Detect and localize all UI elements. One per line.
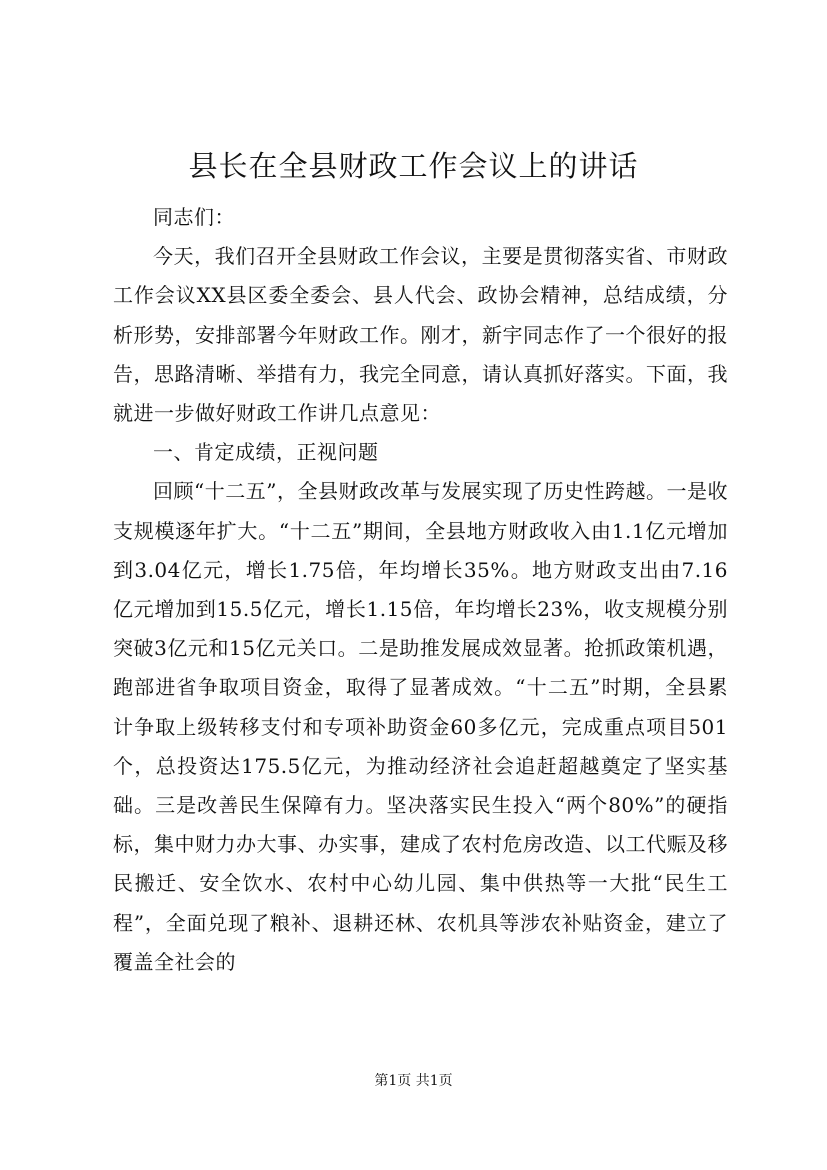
section-heading: 一、肯定成绩，正视问题 (153, 440, 379, 465)
intro-paragraph: 今天，我们召开全县财政工作会议，主要是贯彻落实省、市财政工作会议XX县区委全委会、县人代会、政协会精神，总结成绩，分析形势，安排部署今年财政工作。刚才，新宇同志作了一个很好的报告，思路清晰、举措有力，我完全同意，请认真抓好落实。下面，我就进一步做好财政工作讲几点意见： (113, 244, 728, 426)
document-body (113, 198, 728, 982)
greeting-paragraph: 同志们： (153, 205, 235, 229)
page-number-footer: 第1页 共1页 (374, 1073, 453, 1089)
document-title: 县长在全县财政工作会议上的讲话 (188, 149, 639, 183)
review-paragraph: 回顾“十二五”，全县财政改革与发展实现了历史性跨越。一是收支规模逐年扩大。“十二五”期间，全县地方财政收入由1.1亿元增加到3.04亿元，增长1.75倍，年均增长35%。地方财政支出由7.16亿元增加到15.5亿元，增长1.15倍，年均增长23%，收支规模分别突破3亿元和15亿元关口。二是助推发展成效显著。抢抓政策机遇，跑部进省争取项目资金，取得了显著成效。“十二五”时期，全县累计争取上级转移支付和专项补助资金60多亿元，完成重点项目501个，总投资达175.5亿元，为推动经济社会追赶超越奠定了坚实基础。三是改善民生保障有力。坚决落实民生投入“两个80%”的硬指标，集中财力办大事、办实事，建成了农村危房改造、以工代赈及移民搬迁、安全饮水、农村中心幼儿园、集中供热等一大批“民生工程”，全面兑现了粮补、退耕还林、农机具等涉农补贴资金，建立了覆盖全社会的 (113, 479, 728, 974)
